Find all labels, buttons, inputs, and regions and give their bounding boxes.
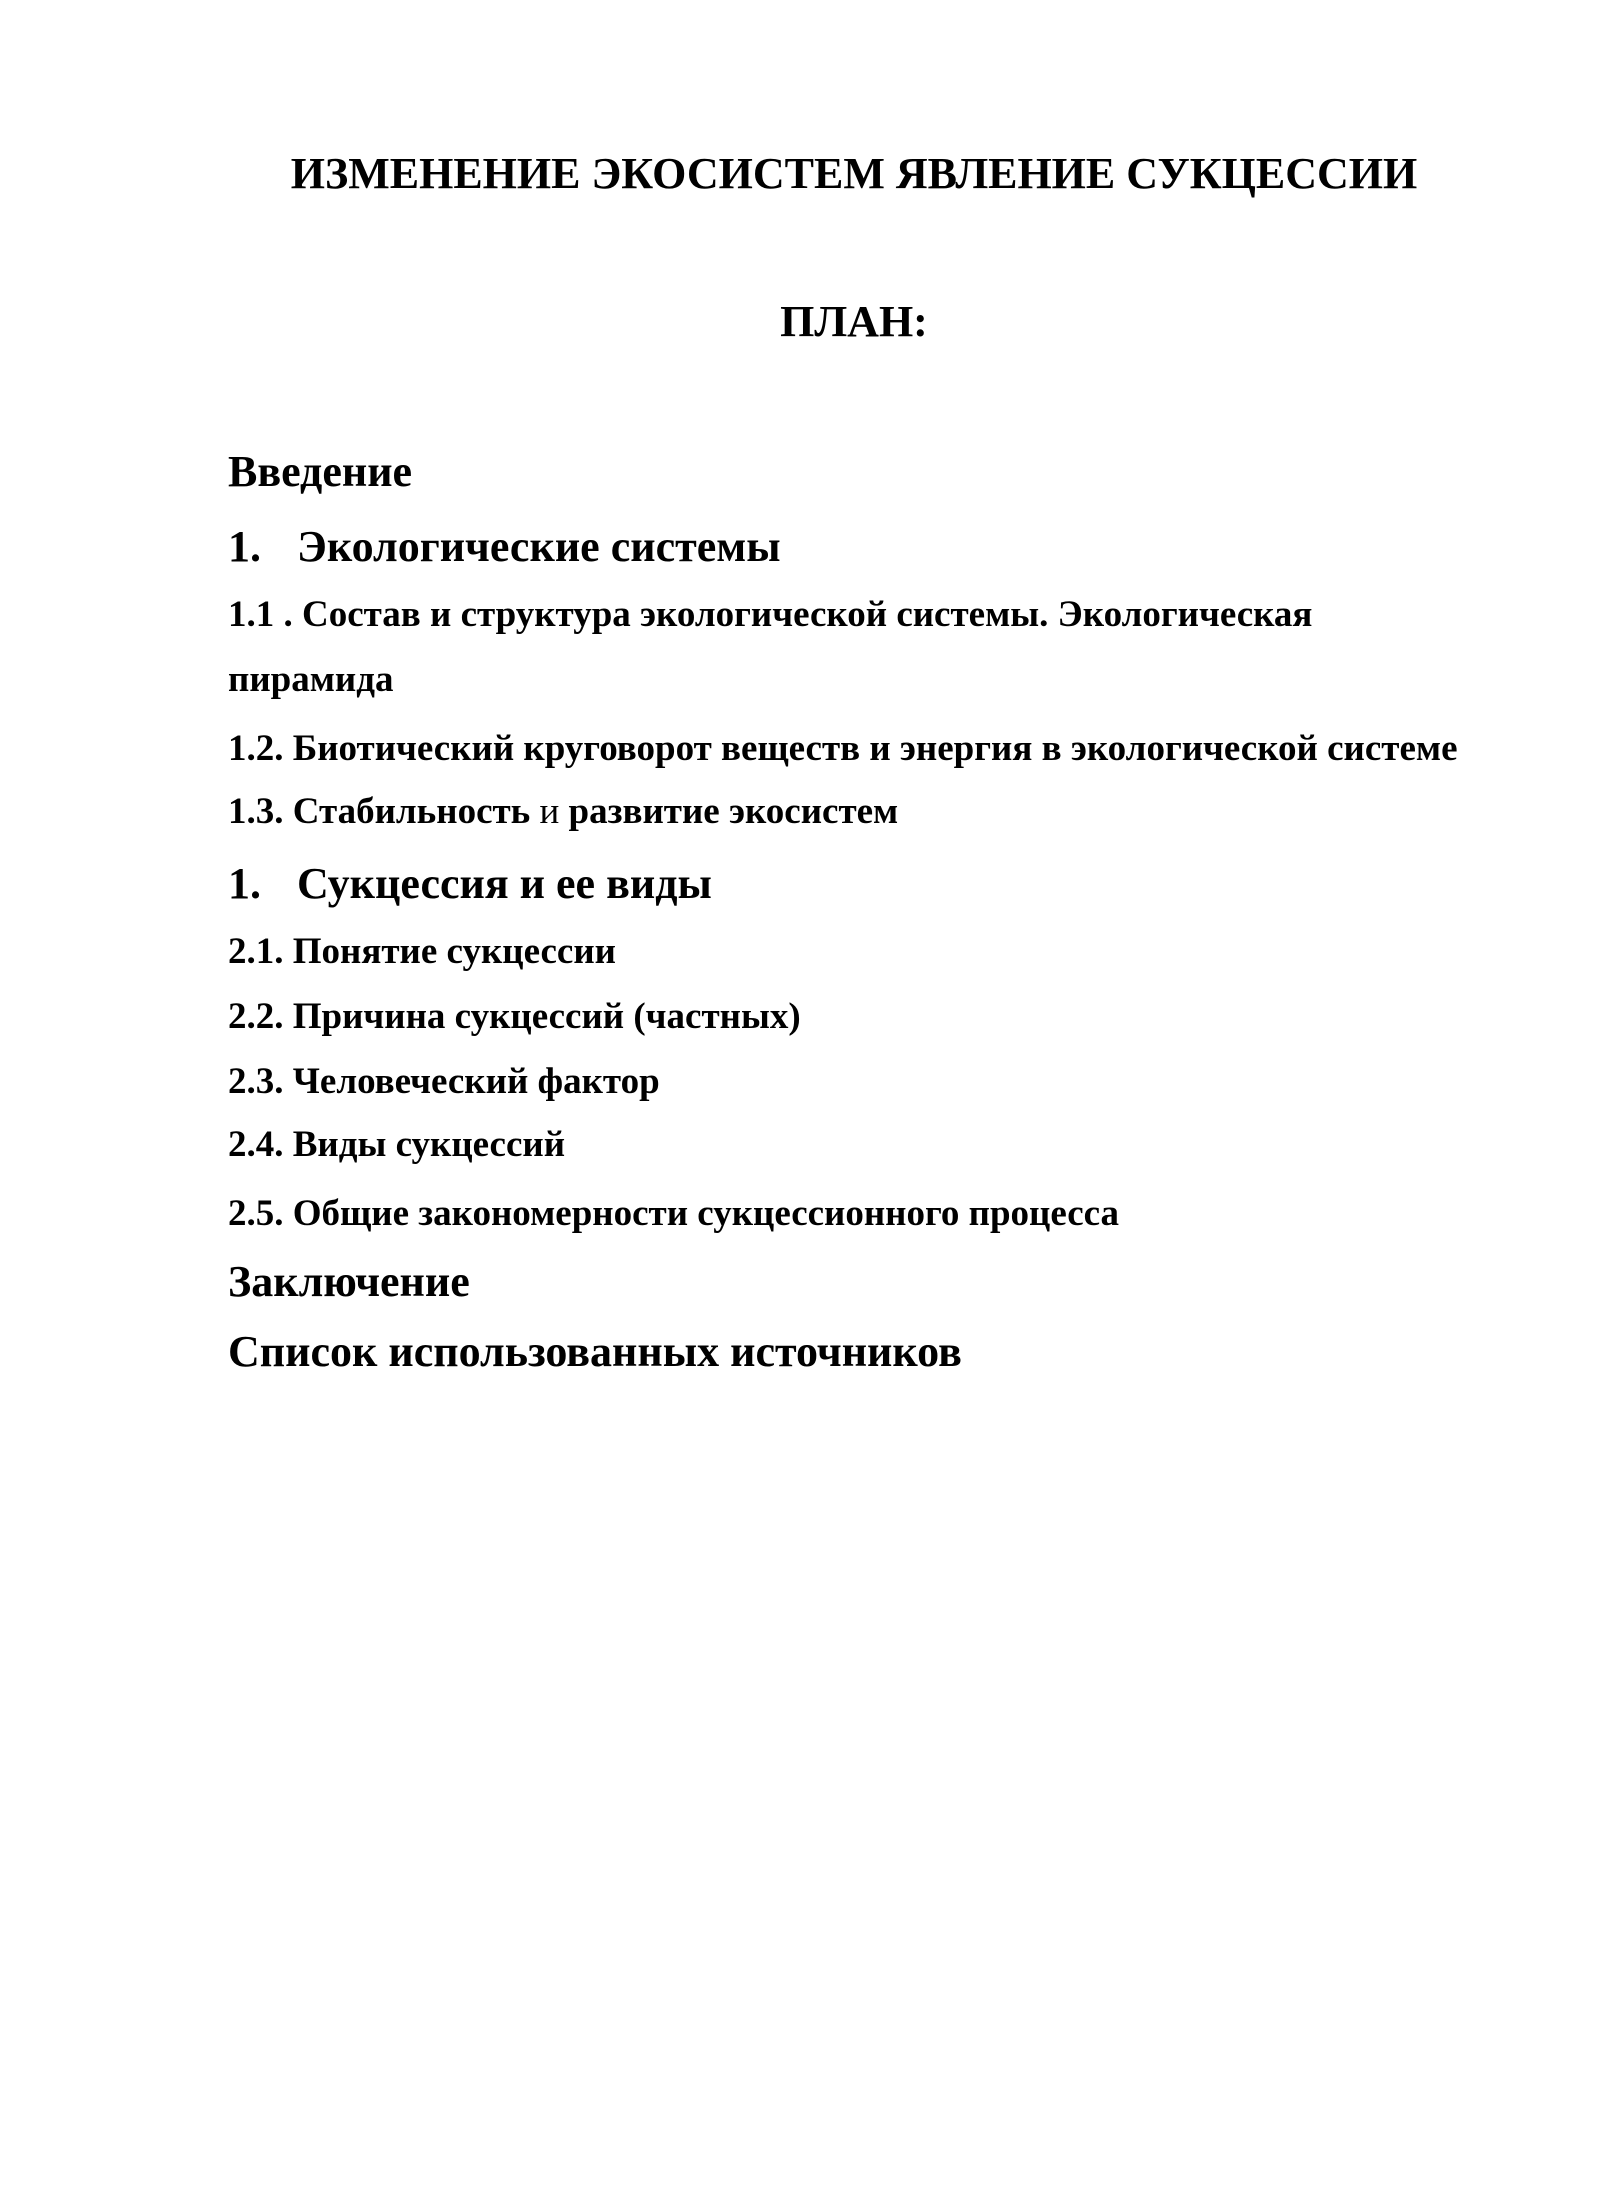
toc-item-1-1-line1: 1.1 . Состав и структура экологической системы. Экологическая (228, 594, 1313, 635)
toc-item-2-5: 2.5. Общие закономерности сукцессионного процесса (228, 1193, 1120, 1234)
toc-item-1-1-line2: пирамида (228, 659, 394, 700)
toc-item-1-3-bold-start: 1.3. Стабильность (228, 791, 531, 832)
toc-item-2-2: 2.2. Причина сукцессий (частных) (228, 996, 801, 1037)
toc-introduction: Введение (228, 447, 413, 496)
toc-item-2-3: 2.3. Человеческий фактор (228, 1061, 660, 1102)
section-title: Сукцессия и ее виды (297, 859, 712, 908)
toc-references: Список использованных источников (228, 1327, 962, 1376)
toc-item-2-4: 2.4. Виды сукцессий (228, 1124, 566, 1165)
toc-item-1-2: 1.2. Биотический круговорот веществ и энергия в экологической системе (228, 728, 1458, 769)
content-area (228, 0, 1480, 2209)
document-title: ИЗМЕНЕНИЕ ЭКОСИСТЕМ ЯВЛЕНИЕ СУКЦЕССИИ (290, 149, 1418, 198)
section-number: 1. (228, 522, 261, 571)
toc-section-ecology (228, 522, 1480, 571)
plan-heading: ПЛАН: (780, 297, 928, 346)
toc-item-1-3 (228, 793, 1480, 830)
section-number: 1. (228, 859, 261, 908)
toc-conclusion: Заключение (228, 1257, 470, 1306)
toc-item-1-3-regular-word: и (539, 791, 560, 832)
toc-item-1-3-bold-end: развитие экосистем (568, 791, 899, 832)
section-title: Экологические системы (297, 522, 781, 571)
toc-section-succession (228, 859, 1480, 908)
toc-item-2-1: 2.1. Понятие сукцессии (228, 931, 616, 972)
